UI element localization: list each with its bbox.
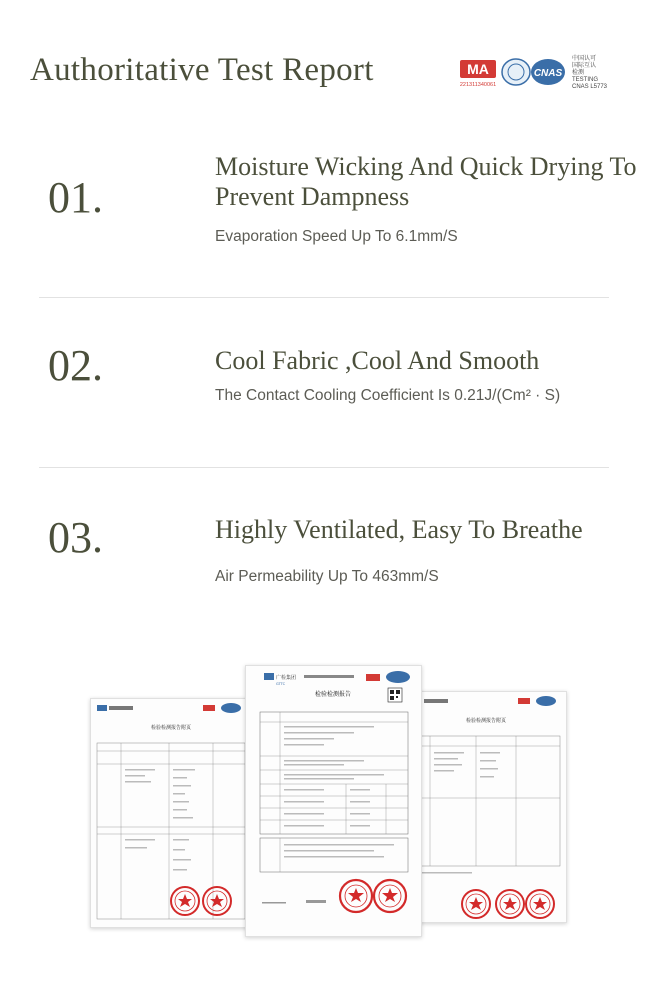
divider bbox=[39, 297, 609, 298]
feature-number: 01. bbox=[48, 173, 103, 222]
report-page-left bbox=[90, 698, 252, 928]
left-page-title: 检验检测报告附页 bbox=[150, 725, 192, 731]
cert-text-line: 中国认可 bbox=[572, 56, 597, 62]
cert-text-line: 国际互认 bbox=[572, 63, 597, 69]
cert-text-line: CNAS L5773 bbox=[572, 84, 608, 90]
center-page-title: 检验检测报告 bbox=[314, 691, 352, 698]
cert-text-line: TESTING bbox=[572, 77, 599, 83]
divider bbox=[39, 467, 609, 468]
cert-number: 221311340061 bbox=[459, 82, 497, 88]
feature-subtitle: Evaporation Speed Up To 6.1mm/S bbox=[215, 228, 458, 245]
center-page-company: 广检集团 bbox=[276, 675, 297, 681]
feature-number: 03. bbox=[48, 513, 103, 562]
feature-number: 02. bbox=[48, 341, 103, 390]
center-page-company-en: GTTC bbox=[276, 682, 286, 686]
report-page-right bbox=[405, 691, 567, 923]
feature-subtitle: The Contact Cooling Coefficient Is 0.21J/(Cm² · S) bbox=[215, 387, 561, 404]
feature-title: Moisture Wicking And Quick Drying To Prevent Dampness bbox=[215, 152, 637, 211]
cert-text-block bbox=[572, 56, 607, 91]
test-report-documents bbox=[90, 665, 565, 935]
report-page-center bbox=[245, 665, 422, 937]
ma-badge-text: MA bbox=[467, 61, 489, 77]
cert-text-line: 检测 bbox=[572, 70, 585, 76]
feature-title: Highly Ventilated, Easy To Breathe bbox=[215, 515, 583, 544]
feature-title: Cool Fabric ,Cool And Smooth bbox=[215, 346, 540, 375]
feature-subtitle: Air Permeability Up To 463mm/S bbox=[215, 568, 439, 585]
page-title: Authoritative Test Report bbox=[30, 52, 374, 88]
right-page-title: 检验检测报告附页 bbox=[465, 718, 507, 724]
cnas-badge-text: CNAS bbox=[533, 68, 563, 79]
